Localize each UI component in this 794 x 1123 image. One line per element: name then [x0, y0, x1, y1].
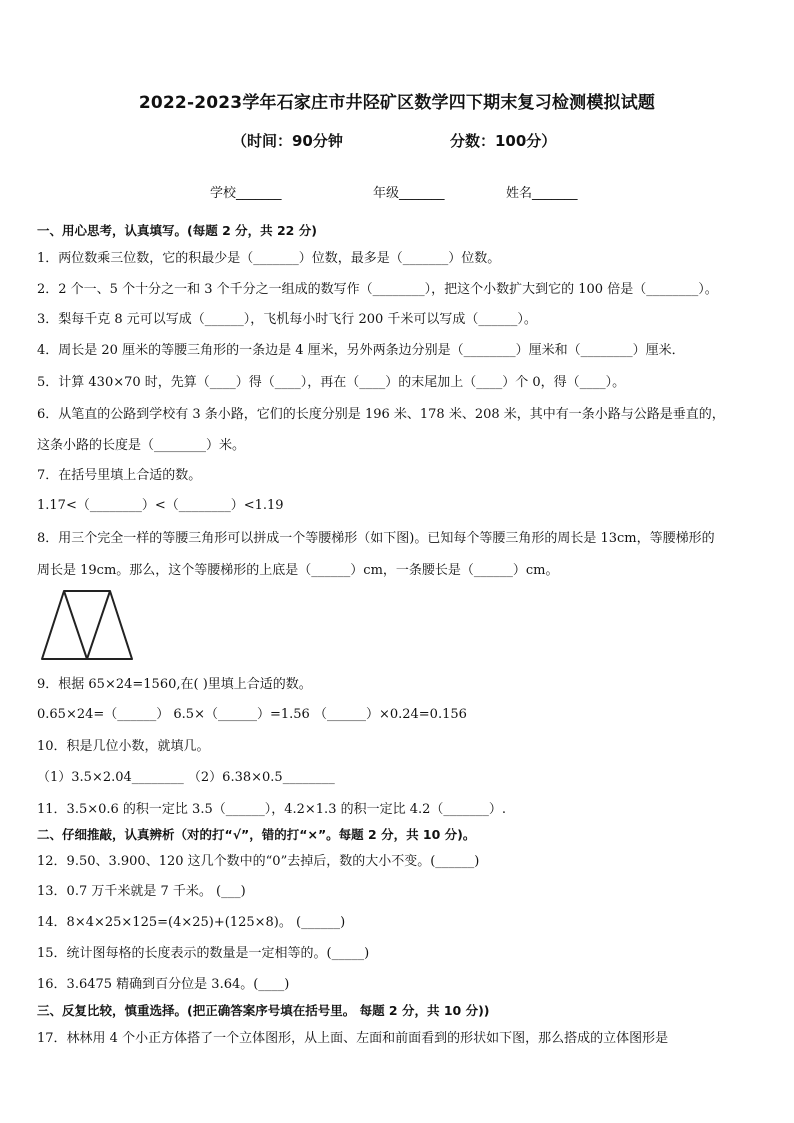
question-11: 11．3.5×0.6 的积一定比 3.5（______），4.2×1.3 的积一定比 4.2（_______）. [37, 802, 507, 817]
question-10-parts: （1）3.5×2.04________ （2）6.38×0.5________ [37, 770, 335, 785]
question-9: 9．根据 65×24=1560,在( )里填上合适的数。 [37, 677, 312, 692]
question-8: 8．用三个完全一样的等腰三角形可以拼成一个等腰梯形（如下图)。已知每个等腰三角形的周长是 13cm，等腰梯形的 [37, 531, 715, 546]
question-5: 5．计算 430×70 时，先算（____）得（____），再在（____）的末尾加上（____）个 0，得（____）。 [37, 375, 626, 390]
question-14: 14．8×4×25×125=(4×25)+(125×8)。 (______) [37, 915, 346, 930]
question-17: 17．林林用 4 个小正方体搭了一个立体图形，从上面、左面和前面看到的形状如下图，那么搭成的立体图形是 [37, 1031, 669, 1046]
exam-time: （时间：90分钟 [232, 132, 343, 150]
question-8-cont: 周长是 19cm。那么，这个等腰梯形的上底是（______）cm，一条腰长是（______）cm。 [37, 563, 559, 578]
question-2: 2．2 个一、5 个十分之一和 3 个千分之一组成的数写作（________），把这个小数扩大到它的 100 倍是（________）。 [37, 282, 718, 297]
question-10: 10．积是几位小数，就填几。 [37, 739, 210, 754]
question-1: 1．两位数乘三位数，它的积最少是（_______）位数，最多是（_______）位数。 [37, 251, 501, 266]
section-2-heading: 二、仔细推敲，认真辨析（对的打“√”，错的打“×”。每题 2 分，共 10 分)。 [37, 827, 476, 842]
section-3-heading: 三、反复比较，慎重选择。(把正确答案序号填在括号里。 每题 2 分，共 10 分)) [37, 1003, 490, 1018]
question-12: 12．9.50、3.900、120 这几个数中的“0”去掉后，数的大小不变。(______) [37, 854, 480, 869]
section-1-heading: 一、用心思考，认真填写。(每题 2 分，共 22 分) [37, 223, 317, 238]
grade-field[interactable]: 年级_______ [373, 186, 445, 201]
school-field[interactable]: 学校_______ [210, 186, 282, 201]
name-field[interactable]: 姓名_______ [506, 186, 578, 201]
trapezoid-outline [42, 591, 132, 659]
question-7-blanks: 1.17<（________）<（________）<1.19 [37, 498, 284, 513]
question-4: 4．周长是 20 厘米的等腰三角形的一条边是 4 厘米，另外两条边分别是（________）厘米和（________）厘米． [37, 343, 685, 358]
question-6: 6．从笔直的公路到学校有 3 条小路，它们的长度分别是 196 米、178 米、208 米，其中有一条小路与公路是垂直的， [37, 407, 725, 422]
question-13: 13．0.7 万千米就是 7 千米。 (___) [37, 884, 246, 899]
question-15: 15．统计图每格的长度表示的数量是一定相等的。(_____) [37, 946, 370, 961]
question-9-blanks: 0.65×24=（______） 6.5×（______）=1.56 （______）×0.24=0.156 [37, 707, 467, 722]
trapezoid-figure [40, 588, 136, 664]
triangle-divider-right [87, 591, 110, 659]
page-title: 2022-2023学年石家庄市井陉矿区数学四下期末复习检测模拟试题 [138, 93, 656, 113]
question-6-cont: 这条小路的长度是（________）米。 [37, 438, 246, 453]
exam-score: 分数：100分） [450, 132, 557, 150]
question-16: 16．3.6475 精确到百分位是 3.64。(____) [37, 977, 290, 992]
question-3: 3．梨每千克 8 元可以写成（______），飞机每小时飞行 200 千米可以写成（______）。 [37, 312, 537, 327]
triangle-divider-left [64, 591, 87, 659]
question-7: 7．在括号里填上合适的数。 [37, 468, 202, 483]
